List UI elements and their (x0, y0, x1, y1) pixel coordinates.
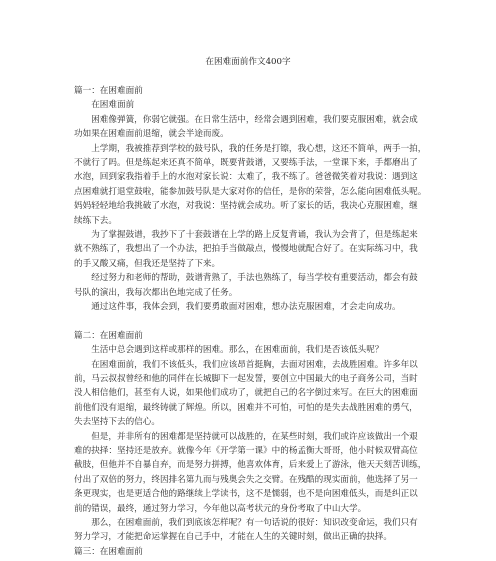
section-heading: 篇三：在困难面前 (74, 546, 143, 557)
text-line: 困难像弹簧，你弱它就强。在日常生活中，经常会遇到困难，我们要克服困难，就会成 (74, 114, 418, 125)
text-line: 前的错误，最终，通过努力学习，今年他以高考状元的身份考取了中山大学。 (74, 503, 367, 514)
text-line: 条更现实，也是更适合他的路继续上学读书，这不是懦弱，也不是向困难低头，而是纠正以 (74, 489, 418, 500)
text-line: 功如果在困难面前退缩，就会半途而废。 (74, 129, 229, 140)
text-line: 努力学习，才能把命运掌握在自己手中，才能在人生的关键时刻，做出正确的抉择。 (74, 532, 392, 543)
document-title: 在困难面前作文400字 (205, 57, 291, 67)
text-line: 不就行了吗。但是练起来还真不简单，既要背鼓谱，又要练手法，一堂课下来，手都磨出了 (74, 158, 418, 168)
text-line: 为了掌握鼓谱，我抄下了十套鼓谱在上学的路上反复背诵，我认为会背了，但是练起来 (74, 230, 418, 240)
text-line: 经过努力和老师的帮助，鼓谱背熟了，手法也熟练了，每当学校有重要活动，都会有鼓 (74, 273, 418, 284)
text-line: 前他们没有退缩，最终铸就了辉煌。所以，困难并不可怕，可怕的是失去战胜困难的勇气， (74, 402, 418, 413)
text-line: 但是，并非所有的困难都是坚持就可以战胜的，在某些时刻，我们或许应该做出一个艰 (74, 431, 418, 442)
section-heading: 篇二：在困难面前 (74, 330, 143, 341)
text-line: 那么，在困难面前，我们到底该怎样呢？有一句话说的很好：知识改变命运，我们只有 (74, 518, 418, 528)
text-line: 的手又酸又痛，但我还是坚持了下来。 (74, 258, 221, 269)
text-line: 续练下去。 (74, 215, 117, 226)
text-line: 失去坚持下去的信心。 (74, 417, 160, 428)
text-line: 付出了双倍的努力，终因排名第九而与残奥会失之交臂。在残酷的现实面前，他选择了另一 (74, 474, 418, 485)
text-line: 号队的演出，我每次都出色地完成了任务。 (74, 287, 238, 298)
text-line: 生活中总会遇到这样或那样的困难。那么，在困难面前，我们是否该低头呢？ (74, 345, 384, 356)
text-line: 通过这件事，我体会到，我们要勇敢面对困难，想办法克服困难，才会走向成功。 (74, 302, 401, 312)
text-line: 就不熟练了，我想出了一个办法，把拍手当做敲点，慢慢地就配合好了。在实际练习中，我 (74, 244, 418, 255)
text-line: 在困难面前，我们不该低头，我们应该昂首挺胸，去面对困难，去战胜困难。许多年以 (74, 359, 418, 370)
text-line: 在困难面前 (74, 100, 135, 111)
text-line: 点困难就打退堂鼓啦，能参加鼓号队是大家对你的信任，是你的荣誉，怎么能向困难低头呢。 (74, 186, 427, 197)
text-line: 妈妈轻轻地给我挑破了水泡，对我说：坚持就会成功。听了家长的话，我决心克服困难，继 (74, 201, 418, 212)
text-line: 难的抉择：坚持还是放弃。就像今年《开学第一课》中的杨孟衡大哥哥，他小时候双臂高位 (74, 446, 418, 456)
text-line: 前，马云叔叔曾经和他的同伴在长城脚下一起发誓，要创立中国最大的电子商务公司，当时 (74, 374, 418, 384)
text-line: 没人相信他们，甚至有人说，如果他们成功了，就把自己的名字倒过来写。在巨大的困难面 (74, 388, 418, 399)
text-line: 水泡，回到家我指着手上的水泡对家长说：太难了，我不练了。爸爸微笑着对我说：遇到这 (74, 172, 418, 183)
text-line: 上学期，我被推荐到学校的鼓号队，我的任务是打镲，我心想，这还不简单，两手一拍， (74, 143, 427, 154)
section-heading: 篇一：在困难面前 (74, 86, 143, 96)
text-line: 截肢，但他并不自暴自弃，而是努力拼搏，他喜欢体育，后来爱上了游泳，他天天刻苦训练， (74, 460, 427, 471)
